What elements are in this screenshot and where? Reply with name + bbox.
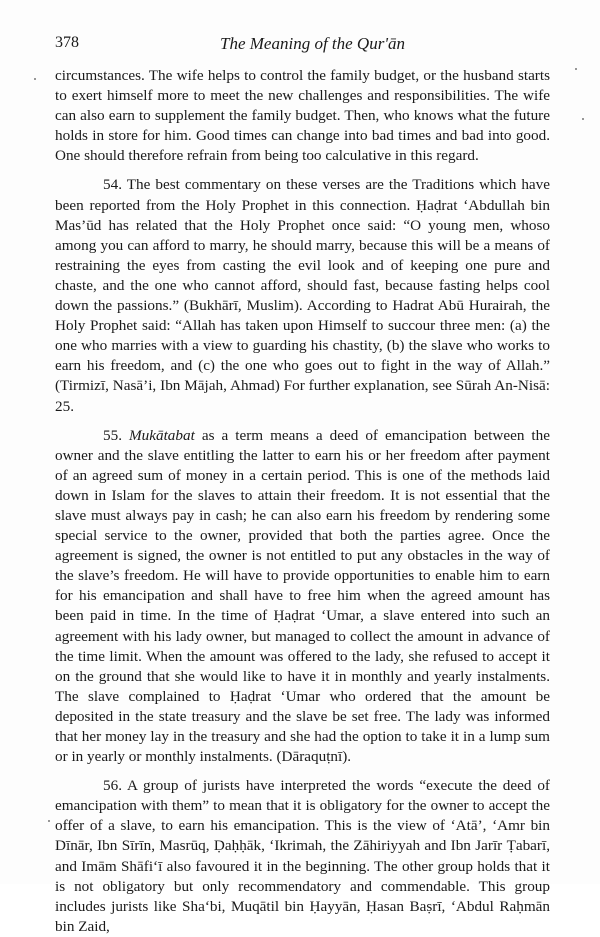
note-number: 56. <box>103 777 122 795</box>
note-56 <box>55 776 550 937</box>
scan-speck <box>575 68 577 70</box>
scan-speck <box>34 78 36 80</box>
paragraph-text: as a term means a deed of emancipation between the owner and the slave entitling the latter to earn his or her freedom after payment of an agreed sum of money in a certain period. This is one of the methods laid down in Islam for the slaves to attain their freedom. It is not essential that the slave must always pay in cash; he can also earn his freedom by rendering some special service to the owner, provided that both the parties agree. Once the agreement is signed, the owner is not entitled to put any obstacles in the way of the slave’s freedom. He will have to provide opportunities to enable him to earn for his emancipation and shall have to free him when the agreed amount has been paid in time. In the time of Ḥaḍrat ‘Umar, a slave entered into such an agreement with his lady owner, but managed to collect the amount in advance of the time limit. When the amount was offered to the lady, she refused to accept it on the ground that she would like to have it in monthly and yearly instalments. The slave complained to Ḥaḍrat ‘Umar who ordered that the amount be deposited in the state treasury and the slave be set free. The lady was informed that her money lay in the treasury and she had the option to take it in a lump sum or in yearly or monthly instalments. (Dāraquṭnī). <box>55 426 550 766</box>
paragraph-text: A group of jurists have interpreted the words “execute the deed of emancipation with them” to mean that it is obligatory for the owner to accept the offer of a slave, to earn his emancipation. This is the view of ‘Atā’, ‘Amr bin Dīnār, Ibn Sīrīn, Masrūq, Ḍaḥḥāk, ‘Ikrimah, the Zāhiriyyah and Ibn Jarīr Ṭabarī, and Imām Shāfi‘ī also favoured it in the beginning. The other group holds that it is not obligatory but only recommendatory and commendable. This group includes jurists like Sha‘bi, Muqātil bin Ḥayyān, Ḥasan Baṣrī, ‘Abdul Raḥmān bin Zaid, <box>55 777 550 935</box>
paragraph-continuation <box>55 66 550 166</box>
paragraph-text: The best commentary on these verses are the Traditions which have been reported from the Holy Prophet in this connection. Ḥaḍrat ‘Abdullah bin Mas’ūd has related that the Holy Prophet once said: “O young men, whoso among you can afford to marry, he should marry, because this will be a means of restraining the eyes from casting the evil look and of keeping one pure and chaste, and the one who cannot afford, should fast, because fasting helps cool down the passions.” (Bukhārī, Muslim). According to Hadrat Abū Hurairah, the Holy Prophet said: “Allah has taken upon Himself to succour three men: (a) the one who marries with a view to guarding his chastity, (b) the slave who works to earn his freedom, and (c) the one who goes out to fight in the way of Allah.” (Tirmizī, Nasā’i, Ibn Mājah, Ahmad) For further explanation, see Sūrah An-Nisā: 25. <box>55 176 551 415</box>
italic-term: Mukātabat <box>129 426 195 444</box>
scan-speck <box>582 118 584 120</box>
running-title: The Meaning of the Qur'ān <box>220 34 405 53</box>
page-number: 378 <box>55 34 79 51</box>
note-number: 55. <box>103 426 122 444</box>
page-header <box>55 34 550 56</box>
scan-speck <box>48 820 50 822</box>
note-54 <box>55 175 550 416</box>
note-number: 54. <box>103 176 122 194</box>
page-body <box>55 66 550 937</box>
paragraph-text: circumstances. The wife helps to control the family budget, or the husband starts to exert himself more to meet the new challenges and responsibilities. The wife can also earn to supplement the family budget. Then, who knows what the future holds in store for him. Good times can change into bad times and bad into good. One should therefore refrain from being too calculative in this regard. <box>55 67 550 165</box>
note-55 <box>55 426 550 768</box>
